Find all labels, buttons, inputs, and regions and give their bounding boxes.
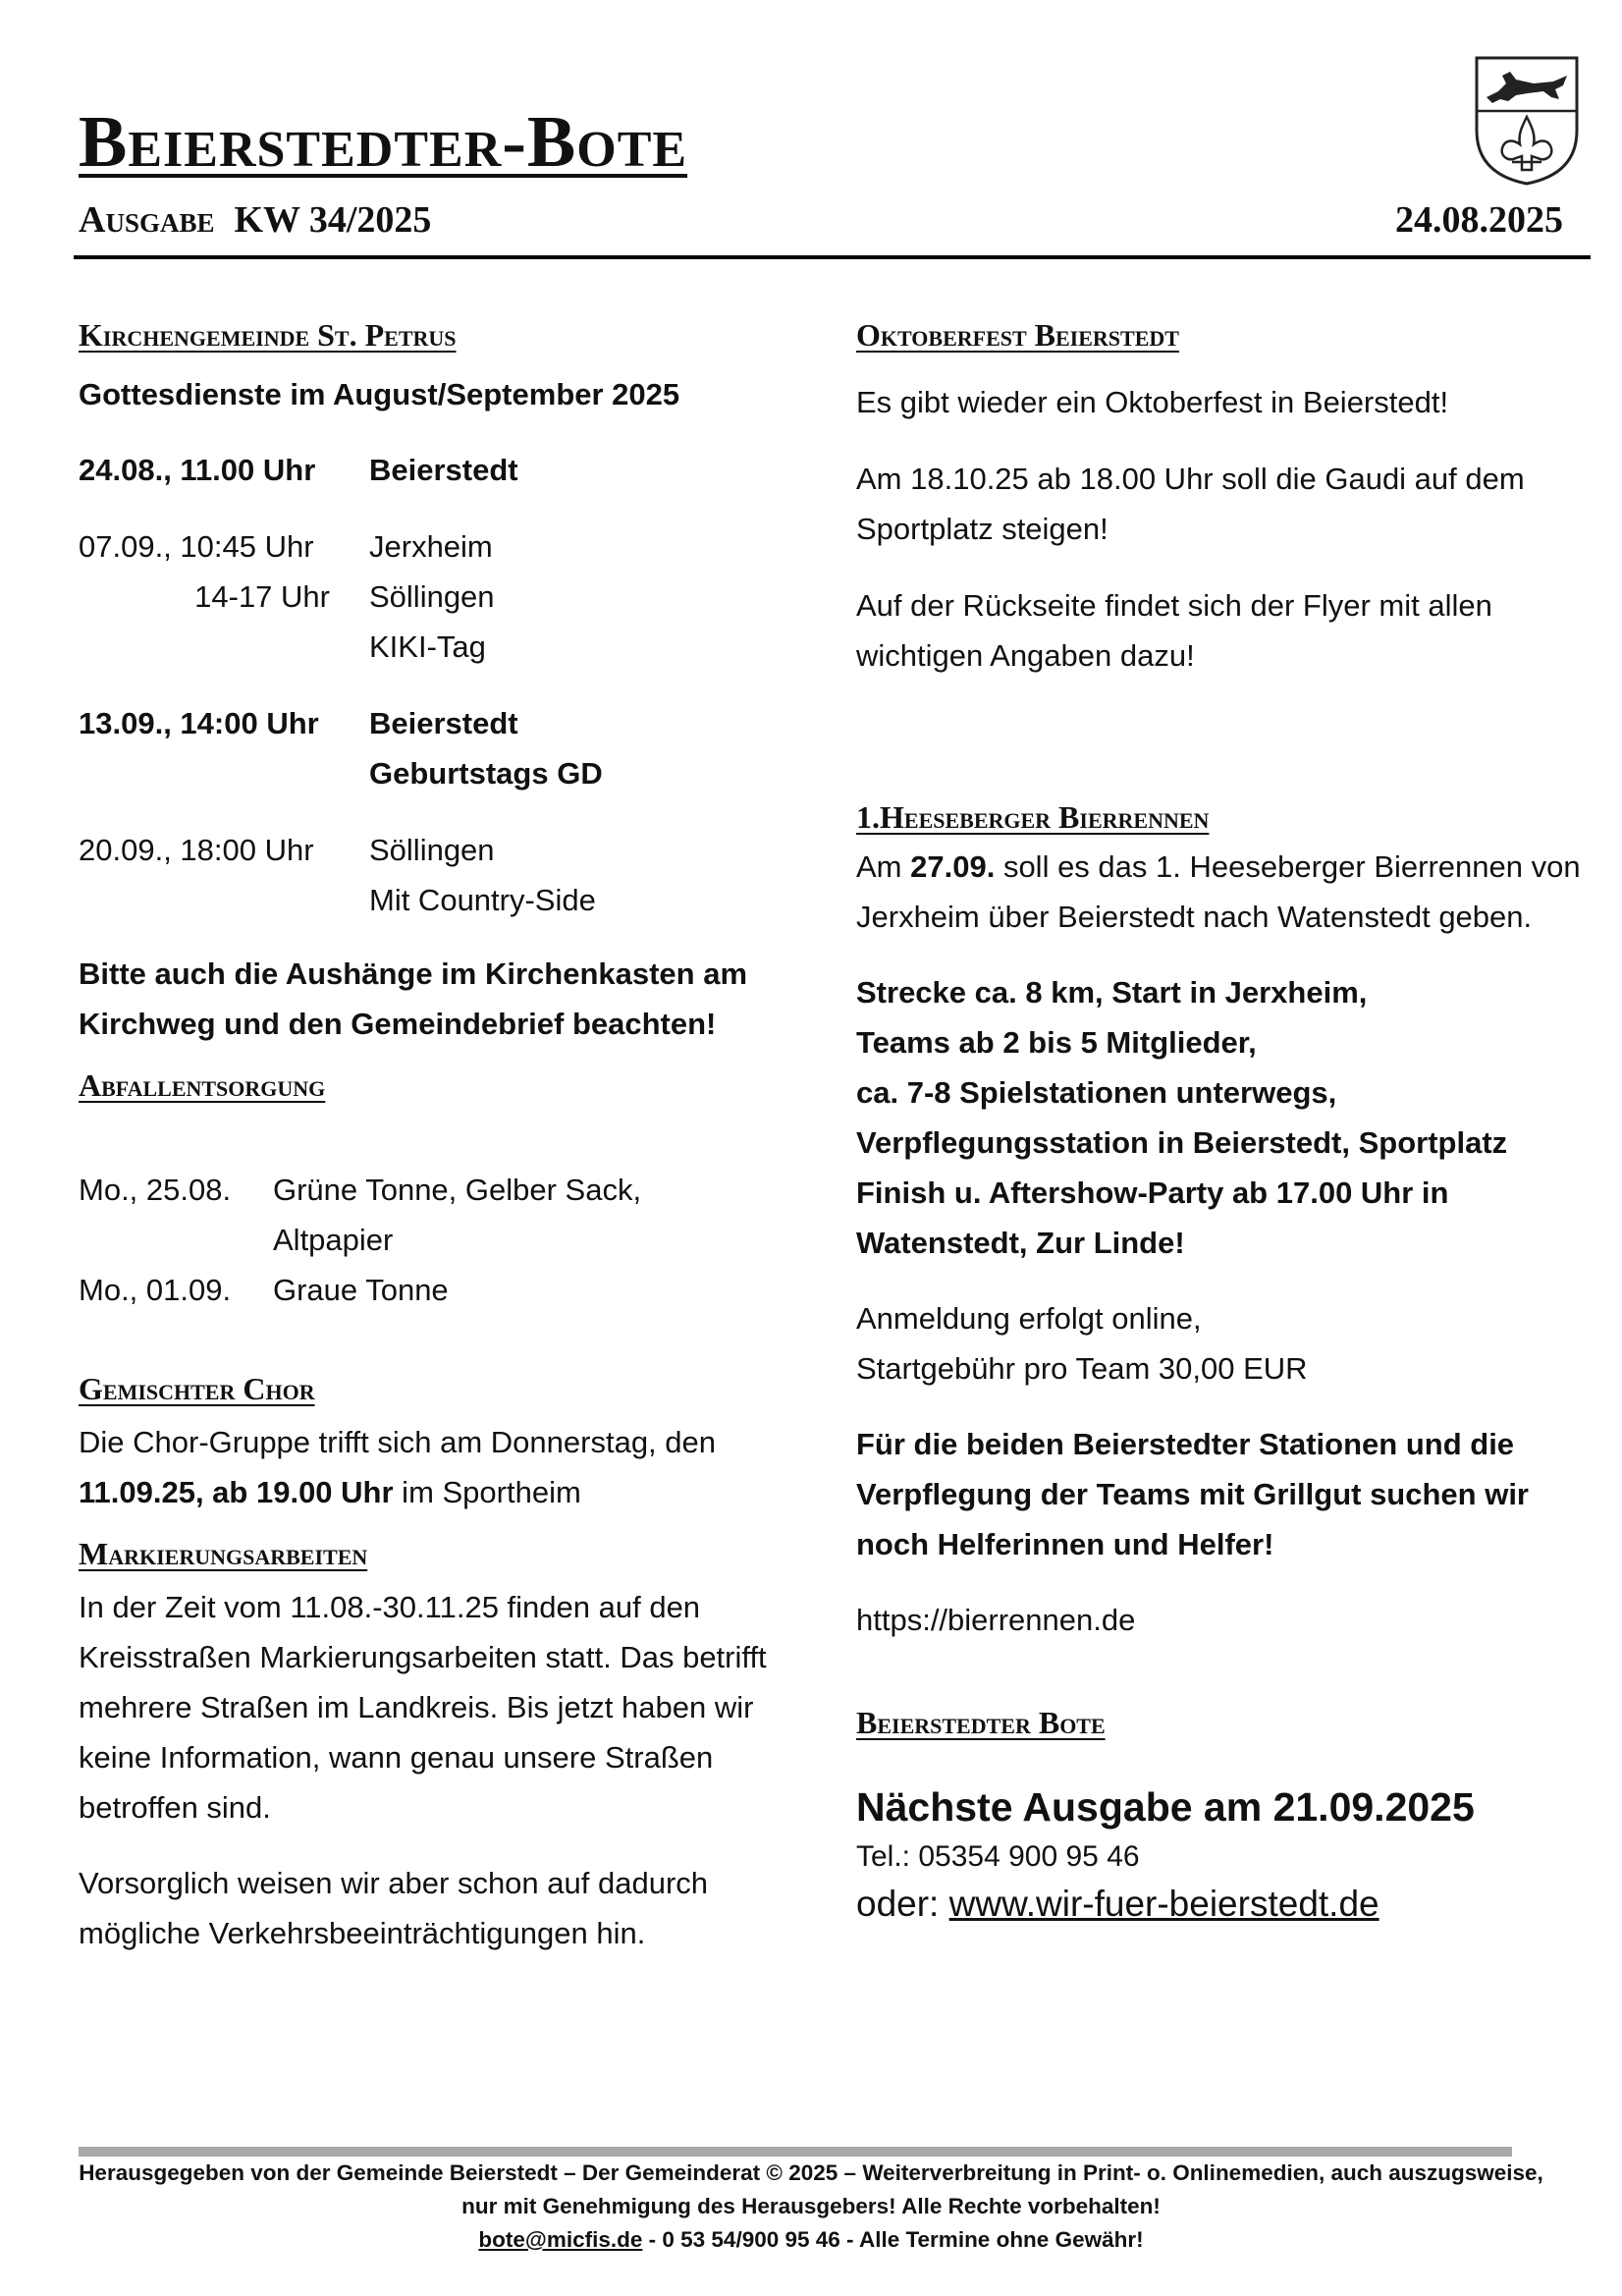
- detail-line: Finish u. Aftershow-Party ab 17.00 Uhr in: [856, 1175, 1449, 1210]
- service-note: KIKI-Tag: [369, 629, 486, 664]
- service-date: 13.09., 14:00 Uhr: [79, 706, 319, 740]
- coat-of-arms-icon: [1473, 54, 1581, 187]
- next-issue: Nächste Ausgabe am 21.09.2025: [856, 1784, 1475, 1830]
- oktoberfest-text-3: Auf der Rückseite findet sich der Flyer mit allen wichtigen Angaben dazu!: [856, 588, 1492, 673]
- bote-website: [856, 1881, 1583, 1928]
- service-date: 07.09., 10:45 Uhr: [79, 529, 314, 564]
- issue-kw: KW 34/2025: [234, 199, 432, 241]
- chor-text-b: im Sportheim: [393, 1475, 581, 1509]
- abfall-row: [79, 1265, 805, 1315]
- footer-copyright: Herausgegeben von der Gemeinde Beierstedt – Der Gemeinderat © 2025 – Weiterverbreitung in Print- o. Onlinemedien, auch auszugsweise, nur mit Genehmigung des Herausgebers! Alle Rechte vorbehalten!: [79, 2160, 1543, 2218]
- service-place: Beierstedt: [369, 706, 518, 740]
- abfall-date: Mo., 01.09.: [79, 1273, 232, 1307]
- detail-line: Verpflegungsstation in Beierstedt, Sportplatz: [856, 1125, 1508, 1160]
- service-row: [79, 445, 805, 495]
- service-row: [79, 572, 805, 622]
- abfall-row: [79, 1215, 805, 1265]
- oktoberfest-text: Es gibt wieder ein Oktoberfest in Beierstedt!: [856, 385, 1449, 419]
- footer-email-link[interactable]: bote@micfis.de: [478, 2227, 643, 2252]
- service-row: [79, 622, 805, 672]
- service-time: 14-17 Uhr: [194, 579, 330, 614]
- detail-line: Strecke ca. 8 km, Start in Jerxheim,: [856, 975, 1368, 1010]
- chor-heading: Gemischter Chor: [79, 1371, 315, 1406]
- issue-date: 24.08.2025: [1395, 199, 1563, 241]
- issue-line: [79, 201, 431, 239]
- kirche-subtitle: Gottesdienste im August/September 2025: [79, 377, 680, 411]
- footer-contact: [59, 2223, 1563, 2257]
- service-place: Söllingen: [369, 833, 495, 867]
- oktoberfest-heading: Oktoberfest Beierstedt: [856, 317, 1179, 353]
- right-column: [856, 312, 1583, 1928]
- service-place: Söllingen: [369, 579, 495, 614]
- abfall-list: [79, 1165, 805, 1315]
- service-note: Geburtstags GD: [369, 756, 603, 791]
- oktoberfest-text-2: Am 18.10.25 ab 18.00 Uhr soll die Gaudi auf dem Sportplatz steigen!: [856, 462, 1525, 546]
- abfall-date: Mo., 25.08.: [79, 1173, 232, 1207]
- footer-divider: [79, 2147, 1512, 2157]
- website-link[interactable]: www.wir-fuer-beierstedt.de: [948, 1884, 1379, 1924]
- footer-contact-rest: - 0 53 54/900 95 46 - Alle Termine ohne Gewähr!: [642, 2227, 1144, 2252]
- kirche-notice: Bitte auch die Aushänge im Kirchenkasten am Kirchweg und den Gemeindebrief beachten!: [79, 957, 748, 1041]
- chor-text: [79, 1417, 805, 1517]
- bote-heading: Beierstedter Bote: [856, 1705, 1106, 1740]
- markierung-heading: Markierungsarbeiten: [79, 1536, 368, 1571]
- service-list: [79, 445, 805, 925]
- service-row: [79, 521, 805, 572]
- markierung-text: In der Zeit vom 11.08.-30.11.25 finden auf den Kreisstraßen Markierungsarbeiten statt. Das betrifft mehrere Straßen im Landkreis. Bis jetzt haben wir keine Information, wann genau unsere Straßen betroffen sind.: [79, 1590, 767, 1825]
- chor-date: 11.09.25, ab 19.00 Uhr: [79, 1475, 394, 1509]
- service-date: 24.08., 11.00 Uhr: [79, 453, 316, 487]
- service-row: [79, 875, 805, 925]
- abfall-heading: Abfallentsorgung: [79, 1067, 326, 1103]
- anmeldung-text: Anmeldung erfolgt online,: [856, 1301, 1202, 1336]
- issue-label: Ausgabe: [79, 199, 215, 241]
- abfall-bins: Altpapier: [273, 1223, 394, 1257]
- bierrennen-intro-b: soll es das 1. Heeseberger Bierrennen von Jerxheim über Beierstedt nach Watenstedt geben.: [856, 849, 1581, 934]
- detail-line: ca. 7-8 Spielstationen unterwegs,: [856, 1075, 1337, 1110]
- detail-line: Watenstedt, Zur Linde!: [856, 1226, 1185, 1260]
- service-place: Beierstedt: [369, 453, 518, 487]
- chor-text-a: Die Chor-Gruppe trifft sich am Donnerstag, den: [79, 1425, 717, 1459]
- bierrennen-details: [856, 967, 1583, 1268]
- abfall-row: [79, 1165, 805, 1215]
- bote-phone: Tel.: 05354 900 95 46: [856, 1840, 1140, 1873]
- bierrennen-date: 27.09.: [910, 849, 996, 884]
- detail-line: Teams ab 2 bis 5 Mitglieder,: [856, 1025, 1257, 1060]
- header-divider: [74, 255, 1591, 259]
- footer: [59, 2157, 1563, 2257]
- service-place: Jerxheim: [369, 529, 493, 564]
- service-row: [79, 825, 805, 875]
- abfall-bins: Graue Tonne: [273, 1273, 449, 1307]
- bierrennen-intro-a: Am: [856, 849, 911, 884]
- helfer-text: Für die beiden Beierstedter Stationen und die Verpflegung der Teams mit Grillgut suchen wir noch Helferinnen und Helfer!: [856, 1427, 1529, 1561]
- bierrennen-intro: [856, 842, 1583, 942]
- kirche-heading: Kirchengemeinde St. Petrus: [79, 317, 457, 353]
- startgebuehr-text: Startgebühr pro Team 30,00 EUR: [856, 1351, 1308, 1386]
- bierrennen-url[interactable]: https://bierrennen.de: [856, 1603, 1136, 1637]
- masthead-title: Beierstedter-Bote: [79, 102, 688, 183]
- service-row: [79, 698, 805, 748]
- service-row: [79, 748, 805, 798]
- left-column: [79, 312, 805, 1958]
- web-prefix: oder:: [856, 1884, 949, 1924]
- service-note: Mit Country-Side: [369, 883, 596, 917]
- service-date: 20.09., 18:00 Uhr: [79, 833, 314, 867]
- abfall-bins: Grüne Tonne, Gelber Sack,: [273, 1173, 642, 1207]
- markierung-text-2: Vorsorglich weisen wir aber schon auf dadurch mögliche Verkehrsbeeinträchtigungen hin.: [79, 1866, 709, 1950]
- bierrennen-heading: 1.Heeseberger Bierrennen: [856, 799, 1210, 835]
